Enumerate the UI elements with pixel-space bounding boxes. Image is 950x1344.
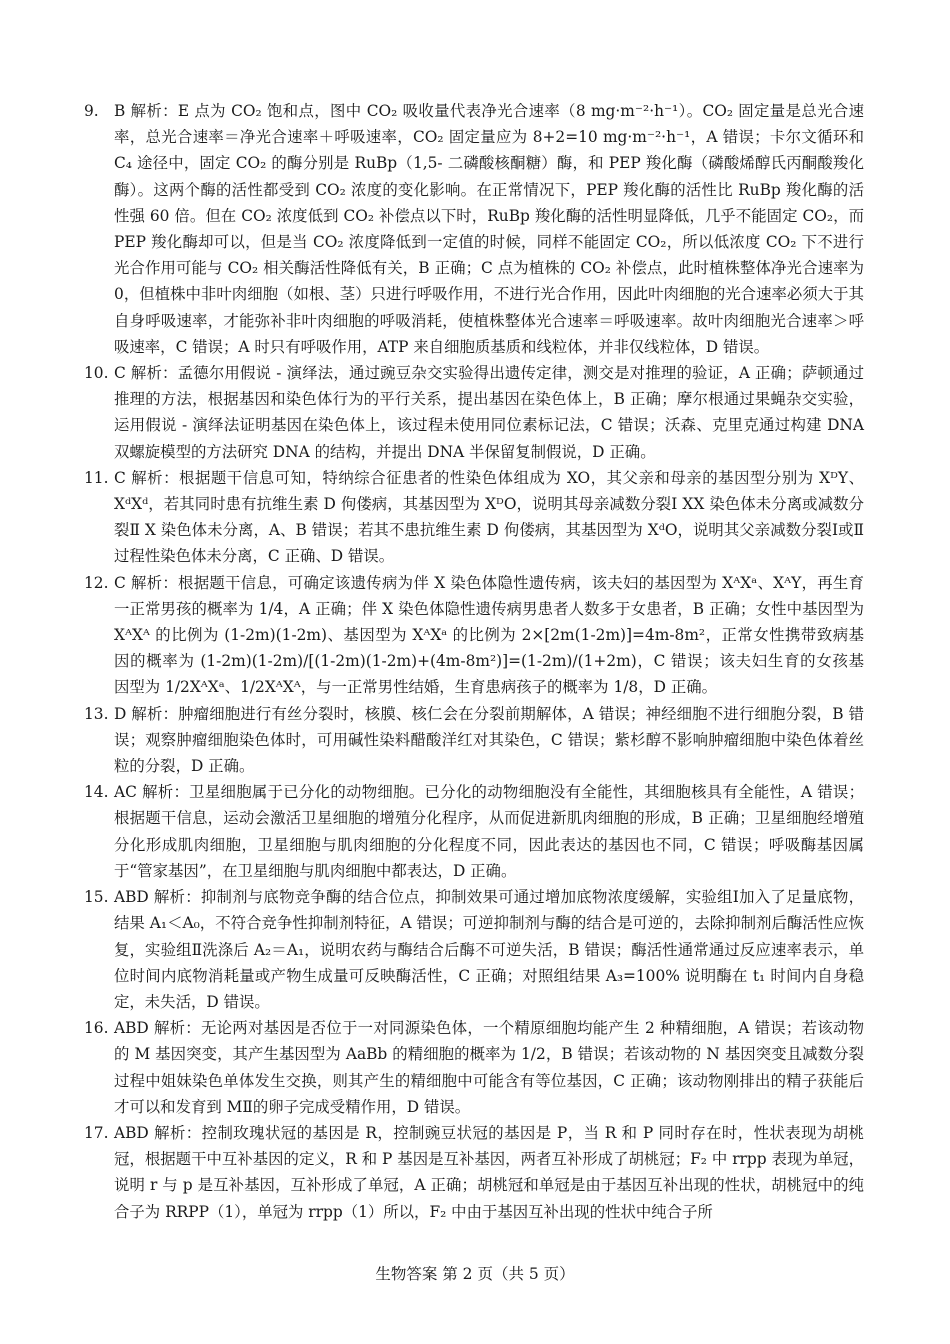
answer-text: ABD 解析：无论两对基因是否位于一对同源染色体，一个精原细胞均能产生 2 种精细胞，A 错误；若该动物的 M 基因突变，其产生基因型为 AaBb 的精细胞的概率为 1/2，B 错误；若该动物的 N 基因突变且减数分裂过程中姐妹染色单体发生交换，则其产生的精细胞中可能含有等位基因，C 正确；该动物刚排出的精子获能后才可以和发育到 MⅡ的卵子完成受精作用，D 错误。 [114, 1019, 864, 1116]
answer-text: D 解析：肿瘤细胞进行有丝分裂时，核膜、核仁会在分裂前期解体，A 错误；神经细胞不进行细胞分裂，B 错误；观察肿瘤细胞染色体时，可用碱性染料醋酸洋红对其染色，C 错误；紫杉醇不影响肿瘤细胞中染色体着丝粒的分裂，D 正确。 [114, 704, 864, 776]
answer-item-10 [84, 360, 864, 465]
question-number: 11. [84, 468, 109, 487]
answer-item-14 [84, 779, 864, 884]
answer-text: C 解析：根据题干信息，可确定该遗传病为伴 X 染色体隐性遗传病，该夫妇的基因型为 XᴬXᵃ、XᴬY，再生育一正常男孩的概率为 1/4，A 正确；伴 X 染色体隐性遗传病男患者人数多于女患者，B 正确；女性中基因型为 XᴬXᴬ 的比例为 (1-2m)(1-2m)、基因型为 XᴬXᵃ 的比例为 2×[2m(1-2m)]=4m-8m²，正常女性携带致病基因的概率为 (1-2m)(1-2m)/[(1-2m)(1-2m)+(4m-8m²)]=(1-2m)/(1+2m)，C 错误；该夫妇生育的女孩基因型为 1/2XᴬXᵃ、1/2XᴬXᴬ，与一正常男性结婚，生育患病孩子的概率为 1/8，D 正确。 [114, 573, 864, 697]
answer-text: AC 解析：卫星细胞属于已分化的动物细胞。已分化的动物细胞没有全能性，其细胞核具有全能性，A 错误；根据题干信息，运动会激活卫星细胞的增殖分化程序，从而促进新肌肉细胞的形成，B 正确；卫星细胞经增殖分化形成肌肉细胞，卫星细胞与肌肉细胞的分化程度不同，因此表达的基因也不同，C 错误；呼吸酶基因属于“管家基因”，在卫星细胞与肌肉细胞中都表达，D 正确。 [114, 783, 864, 880]
answer-item-15 [84, 884, 864, 1015]
answer-list [84, 98, 864, 1225]
question-number: 16. [84, 1019, 109, 1038]
answer-text: C 解析：根据题干信息可知，特纳综合征患者的性染色体组成为 XO，其父亲和母亲的基因型分别为 XᴰY、XᵈXᵈ，若其同时患有抗维生素 D 佝偻病，其基因型为 XᴰO，说明其母亲减数分裂Ⅰ XX 染色体未分离或减数分裂Ⅱ X 染色体未分离，A、B 错误；若其不患抗维生素 D 佝偻病，其基因型为 XᵈO，说明其父亲减数分裂Ⅰ或Ⅱ过程性染色体未分离，C 正确、D 错误。 [114, 468, 864, 566]
answer-item-11 [84, 465, 864, 570]
answer-item-13 [84, 701, 864, 780]
answer-item-9 [84, 98, 864, 360]
answer-item-16 [84, 1015, 864, 1120]
page-footer: 生物答案 第 2 页（共 5 页） [375, 1265, 575, 1283]
question-number: 15. [84, 888, 109, 907]
question-number: 9. [84, 102, 99, 120]
question-number: 17. [84, 1123, 109, 1142]
answer-text: B 解析：E 点为 CO₂ 饱和点，图中 CO₂ 吸收量代表净光合速率（8 mg·m⁻²·h⁻¹）。CO₂ 固定量是总光合速率，总光合速率＝净光合速率＋呼吸速率，CO₂ 固定量应为 8+2=10 mg·m⁻²·h⁻¹，A 错误；卡尔文循环和 C₄ 途径中，固定 CO₂ 的酶分别是 RuBp（1,5- 二磷酸核酮糖）酶，和 PEP 羧化酶（磷酸烯醇氏丙酮酸羧化酶）。这两个酶的活性都受到 CO₂ 浓度的变化影响。在正常情况下，PEP 羧化酶的活性比 RuBp 羧化酶的活性强 60 倍。但在 CO₂ 浓度低到 CO₂ 补偿点以下时，RuBp 羧化酶的活性明显降低，几乎不能固定 CO₂，而 PEP 羧化酶却可以，但是当 CO₂ 浓度降低到一定值的时候，同样不能固定 CO₂，所以低浓度 CO₂ 下不进行光合作用可能与 CO₂ 相关酶活性降低有关，B 正确；C 点为植株的 CO₂ 补偿点，此时植株整体净光合速率为 0，但植株中非叶肉细胞（如根、茎）只进行呼吸作用，不进行光合作用，因此叶肉细胞的光合速率必须大于其自身呼吸速率，才能弥补非叶肉细胞的呼吸消耗，使植株整体光合速率＝呼吸速率。故叶肉细胞光合速率＞呼吸速率，C 错误；A 时只有呼吸作用，ATP 来自细胞质基质和线粒体，并非仅线粒体，D 错误。 [114, 102, 864, 356]
answer-text: ABD 解析：控制玫瑰状冠的基因是 R，控制豌豆状冠的基因是 P，当 R 和 P 同时存在时，性状表现为胡桃冠，根据题干中互补基因的定义，R 和 P 基因是互补基因，两者互补形成了胡桃冠；F₂ 中 rrpp 表现为单冠，说明 r 与 p 是互补基因，互补形成了单冠，A 正确；胡桃冠和单冠是由于基因互补出现的性状，胡桃冠中的纯合子为 RRPP（1），单冠为 rrpp（1）所以，F₂ 中由于基因互补出现的性状中纯合子所 [114, 1123, 864, 1221]
answer-text: C 解析：孟德尔用假说 - 演绎法，通过豌豆杂交实验得出遗传定律，测交是对推理的验证，A 正确；萨顿通过推理的方法，根据基因和染色体行为的平行关系，提出基因在染色体上，B 正确；摩尔根通过果蝇杂交实验，运用假说 - 演绎法证明基因在染色体上，该过程未使用同位素标记法，C 错误；沃森、克里克通过构建 DNA 双螺旋模型的方法研究 DNA 的结构，并提出 DNA 半保留复制假说，D 正确。 [114, 364, 864, 461]
question-number: 10. [84, 364, 109, 383]
question-number: 12. [84, 573, 109, 592]
question-number: 14. [84, 783, 109, 802]
answer-text: ABD 解析：抑制剂与底物竞争酶的结合位点，抑制效果可通过增加底物浓度缓解，实验组Ⅰ加入了足量底物，结果 A₁＜A₀，不符合竞争性抑制剂特征，A 错误；可逆抑制剂与酶的结合是可逆的，去除抑制剂后酶活性应恢复，实验组Ⅱ洗涤后 A₂＝A₁，说明农药与酶结合后酶不可逆失活，B 错误；酶活性通常通过反应速率表示，单位时间内底物消耗量或产物生成量可反映酶活性，C 正确；对照组结果 A₃=100% 说明酶在 t₁ 时间内自身稳定，未失活，D 错误。 [114, 888, 864, 1011]
answer-item-12 [84, 570, 864, 701]
answer-item-17 [84, 1120, 864, 1225]
question-number: 13. [84, 704, 109, 723]
